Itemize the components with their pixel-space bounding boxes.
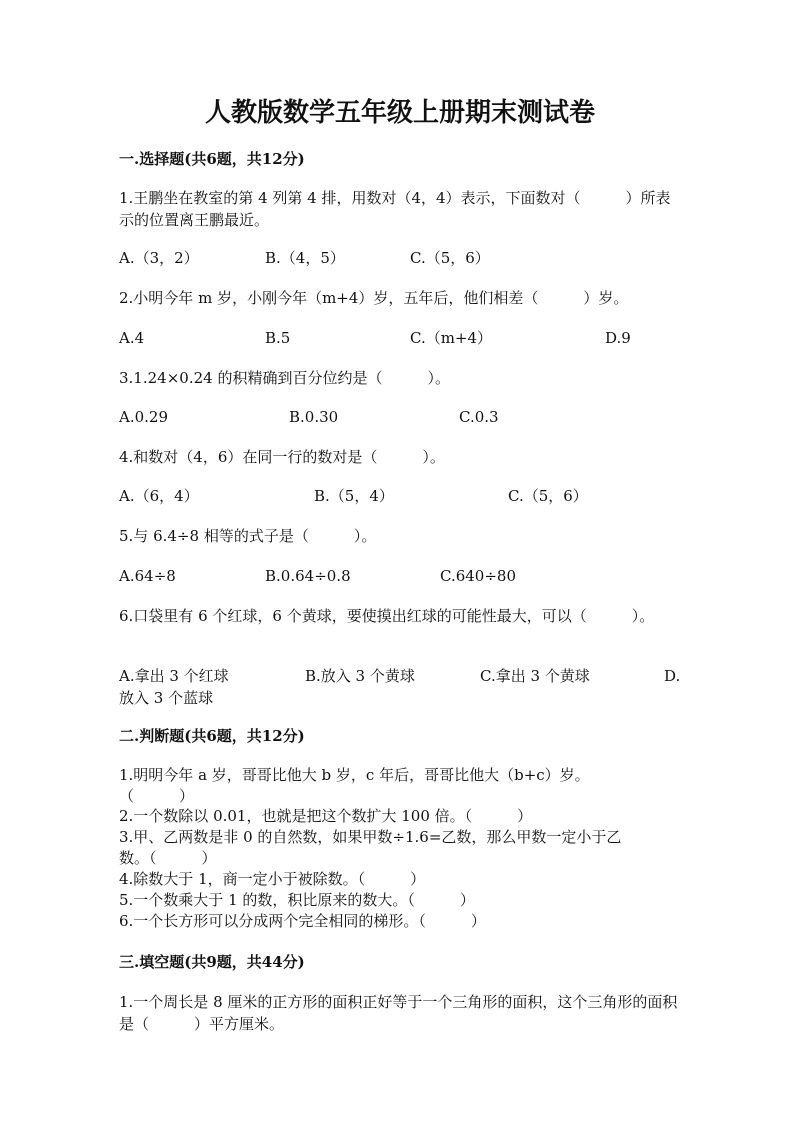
- option-b: B.0.30: [289, 408, 339, 426]
- option-c: C.（5，6）: [508, 487, 588, 505]
- option-a: A.拿出 3 个红球: [119, 667, 229, 685]
- option-c: C.640÷80: [440, 567, 516, 585]
- section-heading-fill-blank: 三.填空题(共9题，共44分): [119, 953, 305, 971]
- option-d: D.: [664, 667, 681, 685]
- question-stem: 5.与 6.4÷8 相等的式子是（ ）。: [119, 527, 377, 545]
- option-b: B.5: [265, 329, 291, 347]
- options-row: [119, 247, 681, 269]
- option-a: A.64÷8: [119, 567, 176, 585]
- question-stem: 1.王鹏坐在教室的第 4 列第 4 排，用数对（4，4）表示，下面数对（ ）所表示的位置离王鹏最近。: [119, 189, 671, 229]
- judgement-line: （ ）: [119, 787, 195, 805]
- option-b: B.0.64÷0.8: [265, 567, 351, 585]
- option-c: C.拿出 3 个黄球: [480, 667, 590, 685]
- option-a: A.（6，4）: [119, 487, 199, 505]
- section-heading-choice: 一.选择题(共6题，共12分): [119, 150, 305, 168]
- options-row: [119, 565, 681, 587]
- option-a: A.0.29: [119, 408, 168, 426]
- question-stem: 4.和数对（4，6）在同一行的数对是（ ）。: [119, 448, 445, 466]
- option-b: B.放入 3 个黄球: [305, 667, 415, 685]
- question-stem: 6.口袋里有 6 个红球，6 个黄球，要使摸出红球的可能性最大，可以（ ）。: [119, 607, 655, 625]
- option-a: A.4: [119, 329, 145, 347]
- judgement-line: 4.除数大于 1，商一定小于被除数。（ ）: [119, 870, 426, 888]
- judgement-line: 5.一个数乘大于 1 的数，积比原来的数大。（ ）: [119, 891, 475, 909]
- options-row: [119, 485, 681, 507]
- judgement-line: 3.甲、乙两数是非 0 的自然数，如果甲数÷1.6=乙数，那么甲数一定小于乙: [119, 828, 622, 846]
- options-row: [119, 406, 681, 428]
- question-stem: 1.一个周长是 8 厘米的正方形的面积正好等于一个三角形的面积，这个三角形的面积是（ ）平方厘米。: [119, 993, 678, 1033]
- option-b: B.（4，5）: [265, 249, 345, 267]
- judgement-line: 数。（ ）: [119, 849, 217, 867]
- section-heading-judgement: 二.判断题(共6题，共12分): [119, 727, 305, 745]
- option-c: C.（m+4）: [410, 329, 493, 347]
- judgement-line: 2.一个数除以 0.01，也就是把这个数扩大 100 倍。（ ）: [119, 807, 533, 825]
- judgement-line: 1.明明今年 a 岁，哥哥比他大 b 岁，c 年后，哥哥比他大（b+c）岁。: [119, 766, 590, 784]
- option-d-text: 放入 3 个蓝球: [119, 689, 214, 707]
- question-stem: 3.1.24×0.24 的积精确到百分位约是（ ）。: [119, 369, 450, 387]
- option-c: C.0.3: [459, 408, 499, 426]
- option-d: D.9: [605, 329, 631, 347]
- option-a: A.（3，2）: [119, 249, 199, 267]
- judgement-line: 6.一个长方形可以分成两个完全相同的梯形。（ ）: [119, 912, 486, 930]
- options-row: [119, 665, 681, 709]
- page-title: 人教版数学五年级上册期末测试卷: [204, 98, 595, 128]
- question-stem: 2.小明今年 m 岁，小刚今年（m+4）岁，五年后，他们相差（ ）岁。: [119, 289, 629, 307]
- option-c: C.（5，6）: [410, 249, 490, 267]
- options-row: [119, 327, 681, 349]
- option-b: B.（5，4）: [314, 487, 394, 505]
